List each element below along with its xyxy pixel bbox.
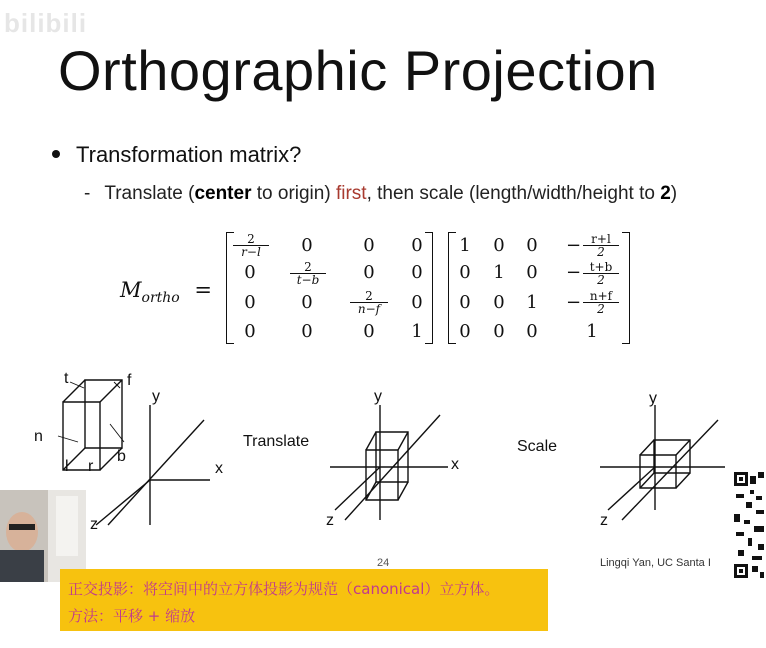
axis-z-2: z <box>326 512 334 529</box>
m00-3: 0 <box>411 235 423 256</box>
m10-2: 0 <box>363 262 375 283</box>
t10: 0 <box>459 262 471 283</box>
label-l: l <box>65 458 69 475</box>
t23-minus: − <box>566 292 582 313</box>
m30-0: 0 <box>244 321 256 342</box>
m30-2: 0 <box>363 321 375 342</box>
scaled-box-diagram <box>600 405 725 520</box>
m30-1: 0 <box>301 321 313 342</box>
axis-x-1: x <box>215 460 223 477</box>
translate-frac-y: $\frac{t+b}{2}$ <box>583 261 619 286</box>
translate-frac-z: $\frac{n+f}{2}$ <box>583 290 619 315</box>
translate-frac-x: $\frac{r+l}{2}$ <box>583 233 619 258</box>
bullet2-part1: Translate ( <box>104 183 195 204</box>
bullet-dot-icon <box>52 150 60 158</box>
scale-frac-y: $\frac{2}{t-b}$ <box>290 261 326 286</box>
m20-0: 0 <box>244 292 256 313</box>
axis-y-1: y <box>152 388 160 405</box>
slide-credit: Lingqi Yan, UC Santa I <box>600 557 711 569</box>
m20-1: 0 <box>301 292 313 313</box>
t31: 0 <box>493 321 505 342</box>
t02: 0 <box>526 235 538 256</box>
t21: 0 <box>493 292 505 313</box>
t03-minus: − <box>566 235 582 256</box>
matrix-label-sub: ortho <box>141 290 180 307</box>
page-number: 24 <box>377 557 390 569</box>
scale-caption: Scale <box>517 438 558 455</box>
axis-x-2: x <box>451 456 459 473</box>
matrix-label-m: M <box>120 278 142 302</box>
label-t: t <box>64 370 69 387</box>
label-b: b <box>117 448 126 465</box>
axis-z-3: z <box>600 512 608 529</box>
right-bracket <box>425 232 433 344</box>
slide-title: Orthographic Projection <box>58 39 658 102</box>
t30: 0 <box>459 321 471 342</box>
axis-y-3: y <box>649 390 657 407</box>
m00-1: 0 <box>301 235 313 256</box>
translate-caption: Translate <box>243 433 310 450</box>
left-bracket-2 <box>448 232 456 344</box>
m00-2: 0 <box>363 235 375 256</box>
axis-z-1: z <box>90 516 98 533</box>
m20-3: 0 <box>411 292 423 313</box>
t11: 1 <box>493 262 505 283</box>
bilibili-watermark: bilibili <box>4 8 88 38</box>
m30-3: 1 <box>411 321 423 342</box>
bullet2-part2: to origin) <box>251 183 336 204</box>
t33: 1 <box>586 321 598 342</box>
t32: 0 <box>526 321 538 342</box>
t20: 0 <box>459 292 471 313</box>
m10-0: 0 <box>244 262 256 283</box>
bullet2-part3: , then scale (length/width/height to <box>366 183 661 204</box>
bullet2-bold-center: center <box>194 183 252 204</box>
bullet1-text: Transformation matrix? <box>76 142 302 167</box>
t00: 1 <box>459 235 471 256</box>
scale-frac-z: $\frac{2}{n-f}$ <box>350 290 388 315</box>
axis-y-2: y <box>374 388 382 405</box>
dash-marker: - <box>84 183 91 204</box>
subtitle-line-2: 方法：平移 + 缩放 <box>68 607 196 625</box>
label-n: n <box>34 428 43 445</box>
label-r: r <box>88 458 94 475</box>
subtitle-line-1: 正交投影：将空间中的立方体投影为规范（canonical）立方体。 <box>68 580 500 598</box>
matrix-label <box>120 278 212 306</box>
label-f: f <box>127 372 132 389</box>
bullet2-first-highlight: first <box>335 183 367 204</box>
qr-code-icon <box>732 470 766 580</box>
t01: 0 <box>493 235 505 256</box>
scale-frac-x: $\frac{2}{r-l}$ <box>233 233 269 258</box>
t12: 0 <box>526 262 538 283</box>
bullet2-bold-2: 2 <box>660 183 671 204</box>
equals-sign: = <box>194 278 213 302</box>
bullet-transformation <box>52 142 301 168</box>
right-bracket-2 <box>622 232 630 344</box>
translated-box-diagram <box>330 405 448 520</box>
bullet-translate-scale <box>84 183 677 205</box>
m10-3: 0 <box>411 262 423 283</box>
bullet2-part4: ) <box>670 183 678 204</box>
t13-minus: − <box>566 262 582 283</box>
t22: 1 <box>526 292 538 313</box>
